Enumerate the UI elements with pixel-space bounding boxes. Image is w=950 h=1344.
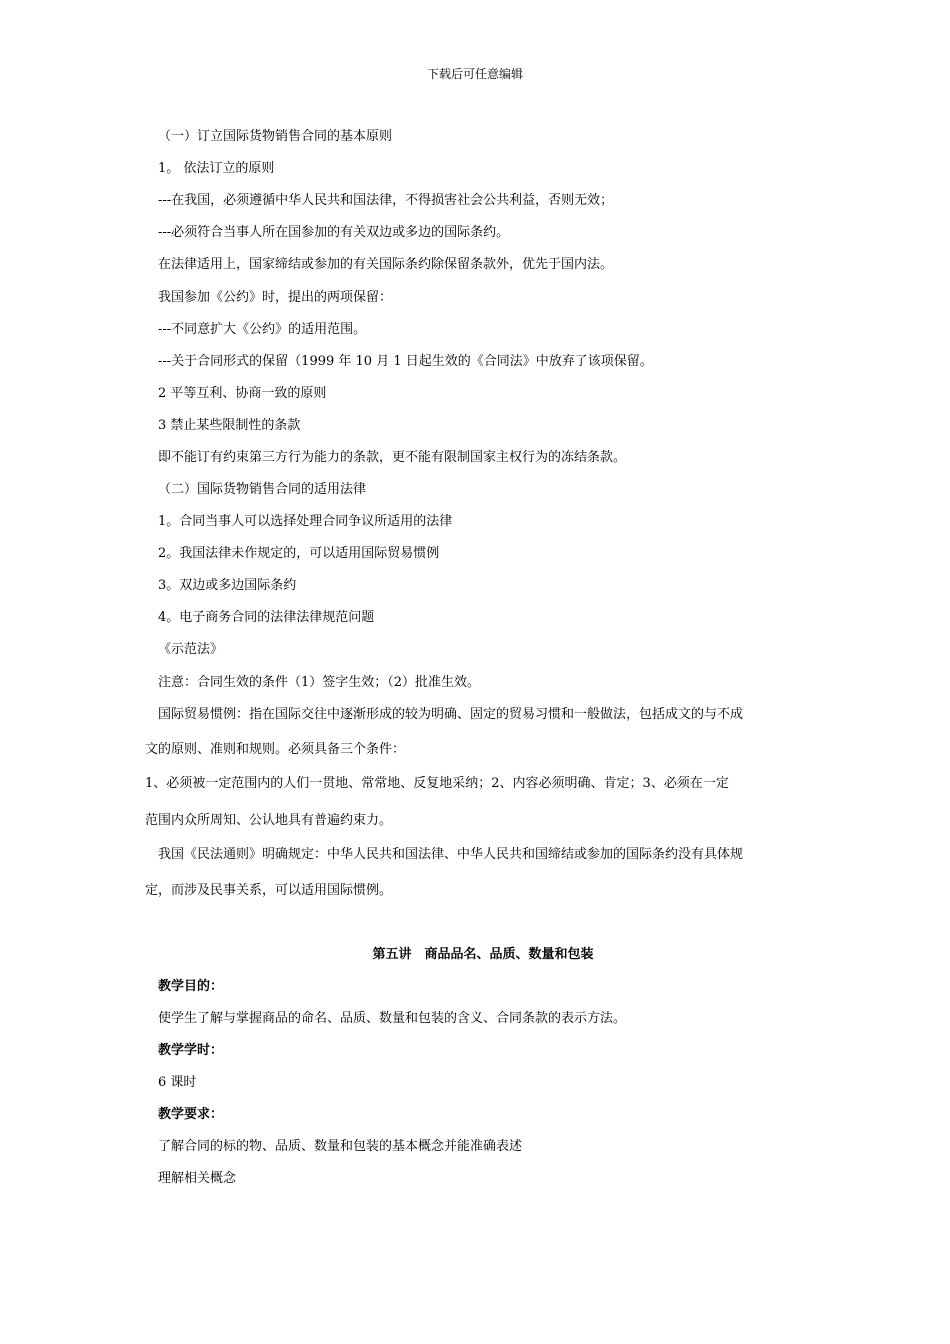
page-header: 下载后可任意编辑 <box>426 67 523 81</box>
note-line: 注意：合同生效的条件（1）签字生效；（2）批准生效。 <box>158 675 481 690</box>
goal-label: 教学目的： <box>158 979 224 994</box>
law-item-1: 1。合同当事人可以选择处理合同争议所适用的法律 <box>158 514 453 529</box>
law-item-2: 2。我国法律未作规定的，可以适用国际贸易惯例 <box>158 546 440 561</box>
principle-1-title: 1。 依法订立的原则 <box>158 161 275 176</box>
law-item-3: 3。双边或多边国际条约 <box>158 578 297 593</box>
law-item-4: 4。电子商务合同的法律法律规范问题 <box>158 610 375 625</box>
principle-3-line-a: 即不能订有约束第三方行为能力的条款，更不能有限制国家主权行为的冻结条款。 <box>158 450 627 465</box>
requirements-text-2: 理解相关概念 <box>158 1171 237 1186</box>
requirements-label: 教学要求： <box>158 1107 224 1122</box>
conditions-line-2: 范围内众所周知、公认地具有普遍约束力。 <box>145 813 393 828</box>
section1-heading: （一）订立国际货物销售合同的基本原则 <box>158 129 393 144</box>
principle-1-line-e: ---不同意扩大《公约》的适用范围。 <box>158 322 367 337</box>
hours-label: 教学学时： <box>158 1043 224 1058</box>
principle-1-line-f: ---关于合同形式的保留（1999 年 10 月 1 日起生效的《合同法》中放弃了该项保留。 <box>158 354 653 369</box>
lecture-title: 第五讲 商品品名、品质、数量和包装 <box>372 947 594 962</box>
civil-law-line-2: 定，而涉及民事关系，可以适用国际惯例。 <box>145 883 393 898</box>
hours-text: 6 课时 <box>158 1075 197 1090</box>
principle-3-title: 3 禁止某些限制性的条款 <box>158 418 301 433</box>
civil-law-line-1: 我国《民法通则》明确规定：中华人民共和国法律、中华人民共和国缔结或参加的国际条约没有具体规 <box>158 847 744 862</box>
practice-line-2: 文的原则、准则和规则。必须具备三个条件： <box>145 742 406 757</box>
requirements-text-1: 了解合同的标的物、品质、数量和包装的基本概念并能准确表述 <box>158 1139 523 1154</box>
principle-1-line-c: 在法律适用上，国家缔结或参加的有关国际条约除保留条款外，优先于国内法。 <box>158 257 614 272</box>
principle-1-line-d: 我国参加《公约》时，提出的两项保留： <box>158 290 393 305</box>
section2-heading: （二）国际货物销售合同的适用法律 <box>158 482 367 497</box>
principle-2-title: 2 平等互利、协商一致的原则 <box>158 386 327 401</box>
practice-line-1: 国际贸易惯例：指在国际交往中逐渐形成的较为明确、固定的贸易习惯和一般做法，包括成文的与不成 <box>158 707 744 722</box>
principle-1-line-b: ---必须符合当事人所在国参加的有关双边或多边的国际条约。 <box>158 225 510 240</box>
principle-1-line-a: ---在我国，必须遵循中华人民共和国法律，不得损害社会公共利益，否则无效； <box>158 193 614 208</box>
goal-text: 使学生了解与掌握商品的命名、品质、数量和包装的含义、合同条款的表示方法。 <box>158 1011 627 1026</box>
model-law: 《示范法》 <box>158 642 224 657</box>
conditions-line-1: 1、必须被一定范围内的人们一贯地、常常地、反复地采纳；2、内容必须明确、肯定；3、必须在一定 <box>145 776 729 791</box>
